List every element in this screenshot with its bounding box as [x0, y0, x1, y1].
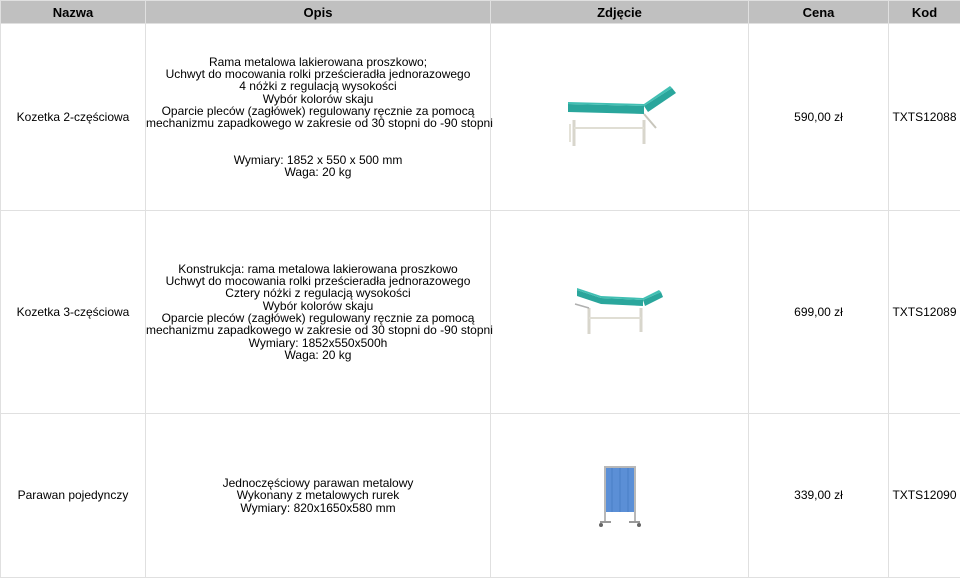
product-price: 590,00 zł — [749, 24, 889, 211]
description-line: mechanizmu zapadkowego w zakresie od 30 stopni do -90 stopni — [146, 323, 493, 338]
description-line: Wybór kolorów skaju — [262, 298, 374, 313]
description-line: mechanizmu zapadkowego w zakresie od 30 stopni do -90 stopni — [146, 116, 493, 131]
product-price: 339,00 zł — [749, 414, 889, 578]
description-line: Oparcie pleców (zagłówek) regulowany ręcznie za pomocą — [161, 311, 475, 325]
product-name: Kozetka 2-częściowa — [1, 24, 146, 211]
single-screen-partition-icon — [597, 464, 643, 528]
product-description — [146, 24, 491, 211]
product-price: 699,00 zł — [749, 211, 889, 414]
description-line: Oparcie pleców (zagłówek) regulowany ręcznie za pomocą — [161, 104, 475, 118]
product-photo — [491, 414, 749, 578]
table-row — [1, 211, 960, 414]
product-code: TXTS12090 — [889, 414, 960, 578]
header-description: Opis — [146, 1, 491, 24]
table-row — [1, 414, 960, 578]
description-line: Rama metalowa lakierowana proszkowo; — [208, 54, 428, 69]
description-line: Waga: 20 kg — [284, 164, 352, 179]
description-line: Cztery nóżki z regulacją wysokości — [225, 286, 411, 301]
description-line: 4 nóżki z regulacją wysokości — [239, 79, 397, 94]
product-name: Kozetka 3-częściowa — [1, 211, 146, 414]
header-code: Kod — [889, 1, 960, 24]
examination-couch-2-part-icon — [560, 84, 680, 150]
table-header-row — [1, 1, 960, 24]
header-photo: Zdjęcie — [491, 1, 749, 24]
header-price: Cena — [749, 1, 889, 24]
description-line: Wymiary: 1852 x 550 x 500 mm — [233, 152, 403, 167]
description-line: Konstrukcja: rama metalowa lakierowana proszkowo — [178, 261, 458, 276]
description-line: Uchwyt do mocowania rolki prześcieradła jednorazowego — [165, 67, 471, 82]
header-name: Nazwa — [1, 1, 146, 24]
description-line: Wymiary: 1852x550x500h — [248, 335, 388, 350]
product-description — [146, 414, 491, 578]
product-photo — [491, 24, 749, 211]
description-line: Wybór kolorów skaju — [262, 91, 374, 106]
description-line: Uchwyt do mocowania rolki prześcieradła jednorazowego — [165, 274, 471, 289]
description-line: Jednoczęściowy parawan metalowy — [222, 476, 414, 491]
description-line: Waga: 20 kg — [284, 347, 352, 362]
product-name: Parawan pojedynczy — [1, 414, 146, 578]
description-line: Wymiary: 820x1650x580 mm — [240, 500, 396, 515]
table-row — [1, 24, 960, 211]
examination-couch-3-part-icon — [573, 284, 667, 340]
product-code: TXTS12088 — [889, 24, 960, 211]
description-line: Wykonany z metalowych rurek — [236, 488, 400, 503]
product-code: TXTS12089 — [889, 211, 960, 414]
product-description — [146, 211, 491, 414]
product-photo — [491, 211, 749, 414]
